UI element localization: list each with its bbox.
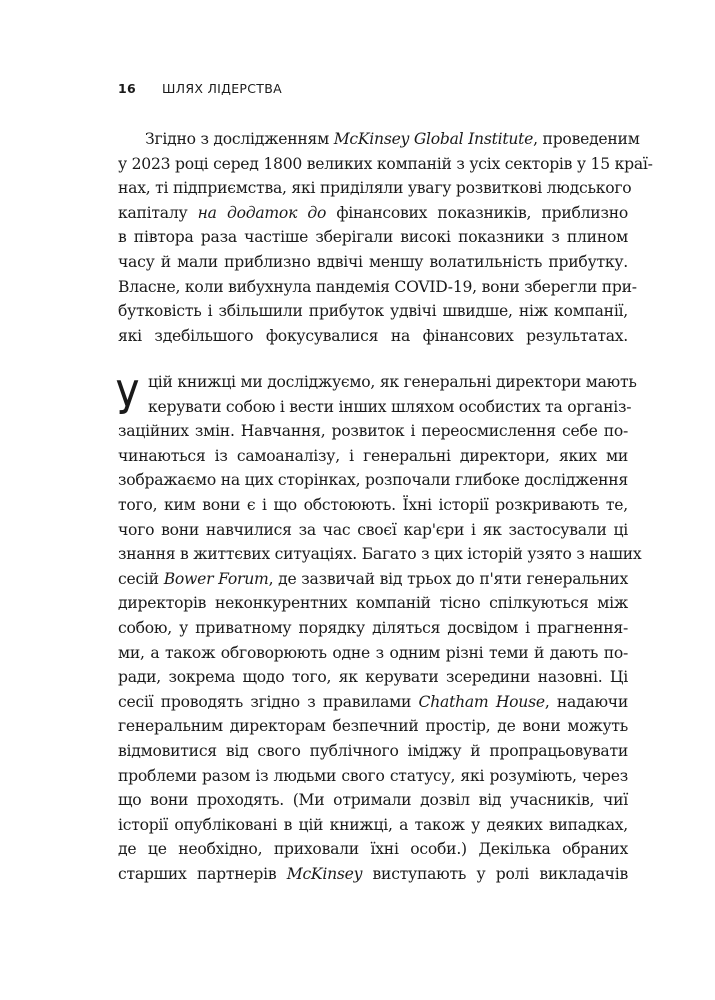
text-run: що вони проходять. (Ми отримали дозвіл від учасників, чиї xyxy=(118,791,628,810)
text-line xyxy=(118,493,628,518)
text-run: зображаємо на цих сторінках, розпочали глибоке дослідження xyxy=(118,471,628,490)
text-run: проблеми разом із людьми свого статусу, які розуміють, через xyxy=(118,766,628,785)
text-run: часу й мали приблизно вдвічі меншу волатильність прибутку. xyxy=(118,252,628,271)
text-line xyxy=(118,176,632,201)
text-run: де це необхідно, приховали їхні особи.) Декілька обраних xyxy=(118,840,628,859)
text-run: цій книжці ми досліджуємо, як генеральні директори мають xyxy=(148,373,637,391)
text-line xyxy=(118,567,628,592)
text-run: заційних змін. Навчання, розвиток і переосмислення себе по- xyxy=(118,422,628,441)
text-line xyxy=(118,641,628,666)
text-run: які здебільшого фокусувалися на фінансових результатах. xyxy=(118,326,628,345)
text-run: генеральним директорам безпечний простір, де вони можуть xyxy=(118,717,628,736)
text-line xyxy=(118,616,628,641)
text-line xyxy=(118,152,653,177)
text-run: нах, ті підприємства, які приділяли увагу розвиткові людського xyxy=(118,179,632,198)
text-run: знання в життєвих ситуаціях. Багато з цих історій узято з наших xyxy=(118,545,642,564)
italic-run: на додаток до xyxy=(197,203,327,222)
running-head xyxy=(118,81,282,96)
text-run: бутковість і збільшили прибуток удвічі швидше, ніж компанії, xyxy=(118,302,628,321)
paragraph-2 xyxy=(116,370,642,886)
text-line xyxy=(118,468,628,493)
text-line xyxy=(118,419,628,444)
text-run: чинаються із самоаналізу, і генеральні директори, яких ми xyxy=(118,446,628,465)
text-line xyxy=(118,788,628,813)
text-line xyxy=(118,862,628,887)
page-number: 16 xyxy=(118,81,136,96)
text-run: ми, а також обговорюють одне з одним різні теми й дають по- xyxy=(118,643,628,662)
text-run: керувати собою і вести інших шляхом особистих та організ- xyxy=(148,397,632,416)
text-line xyxy=(118,518,628,543)
text-run: того, ким вони є і що обстоюють. Їхні історії розкривають те, xyxy=(118,495,628,514)
text-line xyxy=(118,764,628,789)
text-run: Власне, коли вибухнула пандемія COVID-19, вони зберегли при- xyxy=(118,277,637,296)
text-line xyxy=(118,714,628,739)
text-line xyxy=(118,837,628,862)
text-run: старших партнерів xyxy=(118,864,287,883)
text-line xyxy=(118,739,628,764)
text-line xyxy=(118,250,628,275)
text-run: , де зазвичай від трьох до п'яти генеральних xyxy=(268,569,628,588)
italic-run: McKinsey xyxy=(286,864,363,883)
text-run: фінансових показників, приблизно xyxy=(326,203,628,222)
text-line xyxy=(118,665,628,690)
text-line xyxy=(118,324,628,349)
text-run: виступають у ролі викладачів xyxy=(362,864,628,883)
text-line xyxy=(118,370,637,395)
text-line xyxy=(118,127,640,152)
text-line xyxy=(118,813,628,838)
text-run: в півтора раза частіше зберігали високі показники з плином xyxy=(118,228,628,247)
drop-cap: У xyxy=(116,371,139,425)
text-run: сесій xyxy=(118,569,164,588)
text-run: у 2023 році серед 1800 великих компаній з усіх секторів у 15 краї- xyxy=(118,154,653,173)
text-run: історії опубліковані в цій книжці, а також у деяких випадках, xyxy=(118,815,628,834)
italic-run: Bower Forum xyxy=(163,569,269,588)
text-line xyxy=(118,299,628,324)
text-run: собою, у приватному порядку діляться досвідом і прагнення- xyxy=(118,618,628,637)
text-run: Згідно з дослідженням xyxy=(145,130,334,148)
text-run: чого вони навчилися за час своєї кар'єри і як застосували ці xyxy=(118,520,628,539)
italic-run: McKinsey Global Institute xyxy=(333,130,534,148)
paragraph-1 xyxy=(118,127,653,348)
text-run: , проведеним xyxy=(533,130,640,148)
running-title: ШЛЯХ ЛІДЕРСТВА xyxy=(162,81,282,96)
text-run: , надаючи xyxy=(544,692,629,711)
text-line xyxy=(118,444,628,469)
text-run: відмовитися від свого публічного іміджу й пропрацьовувати xyxy=(118,741,628,760)
text-run: директорів неконкурентних компаній тісно спілкуються між xyxy=(118,594,628,613)
text-line xyxy=(118,275,637,300)
text-line xyxy=(118,225,628,250)
text-line xyxy=(118,542,642,567)
text-line xyxy=(118,690,628,715)
text-line xyxy=(118,395,632,420)
text-line xyxy=(118,201,628,226)
text-run: ради, зокрема щодо того, як керувати зсередини назовні. Ці xyxy=(118,668,628,687)
text-line xyxy=(118,591,628,616)
text-run: сесії проводять згідно з правилами xyxy=(118,692,419,711)
text-run: капіталу xyxy=(118,203,198,222)
italic-run: Chatham House xyxy=(418,692,545,711)
